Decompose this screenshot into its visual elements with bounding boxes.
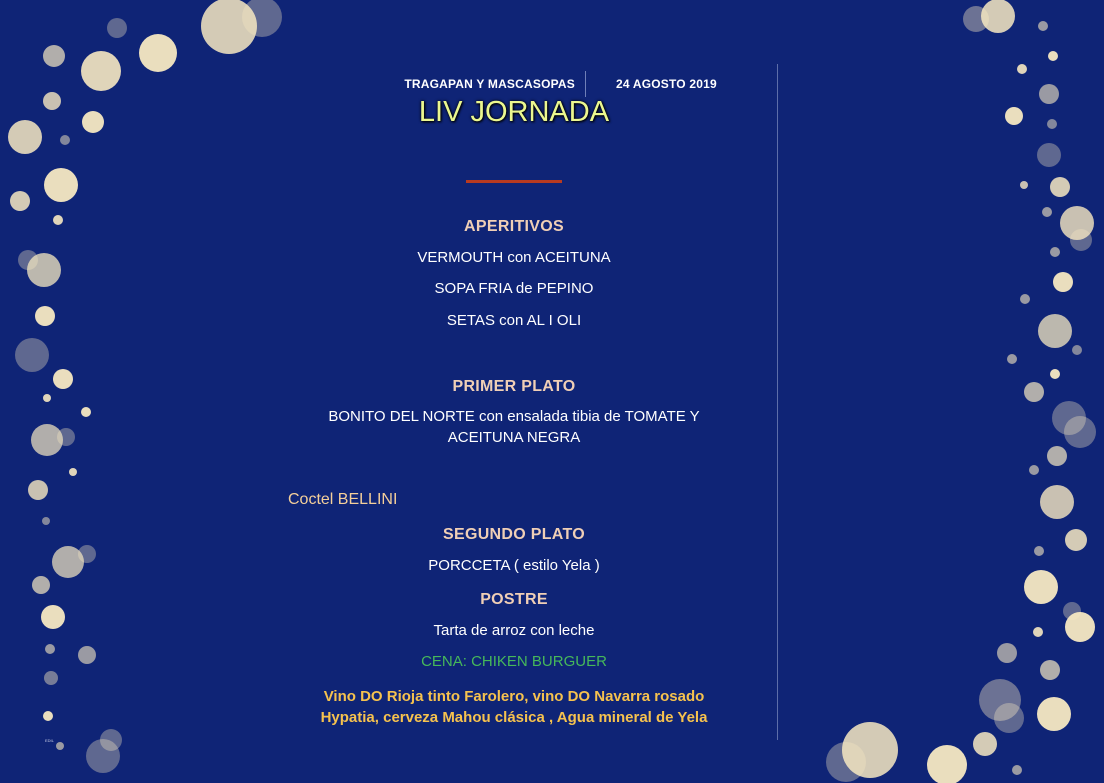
primer-plato-heading: PRIMER PLATO — [452, 378, 576, 395]
organizer-name: TRAGAPAN Y MASCASOPAS — [404, 77, 575, 91]
accent-rule — [466, 180, 562, 183]
postre-heading: POSTRE — [480, 591, 548, 608]
primer-plato-line: ACEITUNA NEGRA — [447, 429, 581, 446]
page-title: LIV JORNADA — [418, 96, 610, 128]
aperitivo-item: SETAS con AL I OLI — [446, 312, 582, 329]
aperitivos-heading: APERITIVOS — [464, 218, 564, 235]
dinner-line: CENA: CHIKEN BURGUER — [421, 653, 607, 670]
event-date: 24 AGOSTO 2019 — [616, 77, 717, 91]
postre-item: Tarta de arroz con leche — [433, 622, 595, 639]
segundo-plato-item: PORCCETA ( estilo Yela ) — [428, 557, 600, 574]
drinks-line: Vino DO Rioja tinto Farolero, vino DO Navarra rosado — [323, 688, 705, 705]
footer-note: EDIL — [45, 738, 54, 743]
cocktail-line: Coctel BELLINI — [288, 491, 398, 508]
drinks-line: Hypatia, cerveza Mahou clásica , Agua mineral de Yela — [320, 709, 708, 726]
drinks-block — [0, 686, 1028, 728]
aperitivo-item: SOPA FRIA de PEPINO — [434, 280, 594, 297]
header-line — [380, 71, 740, 97]
aperitivo-item: VERMOUTH con ACEITUNA — [417, 249, 611, 266]
segundo-plato-heading: SEGUNDO PLATO — [443, 526, 585, 543]
primer-plato-line: BONITO DEL NORTE con ensalada tibia de TOMATE Y — [328, 408, 700, 425]
